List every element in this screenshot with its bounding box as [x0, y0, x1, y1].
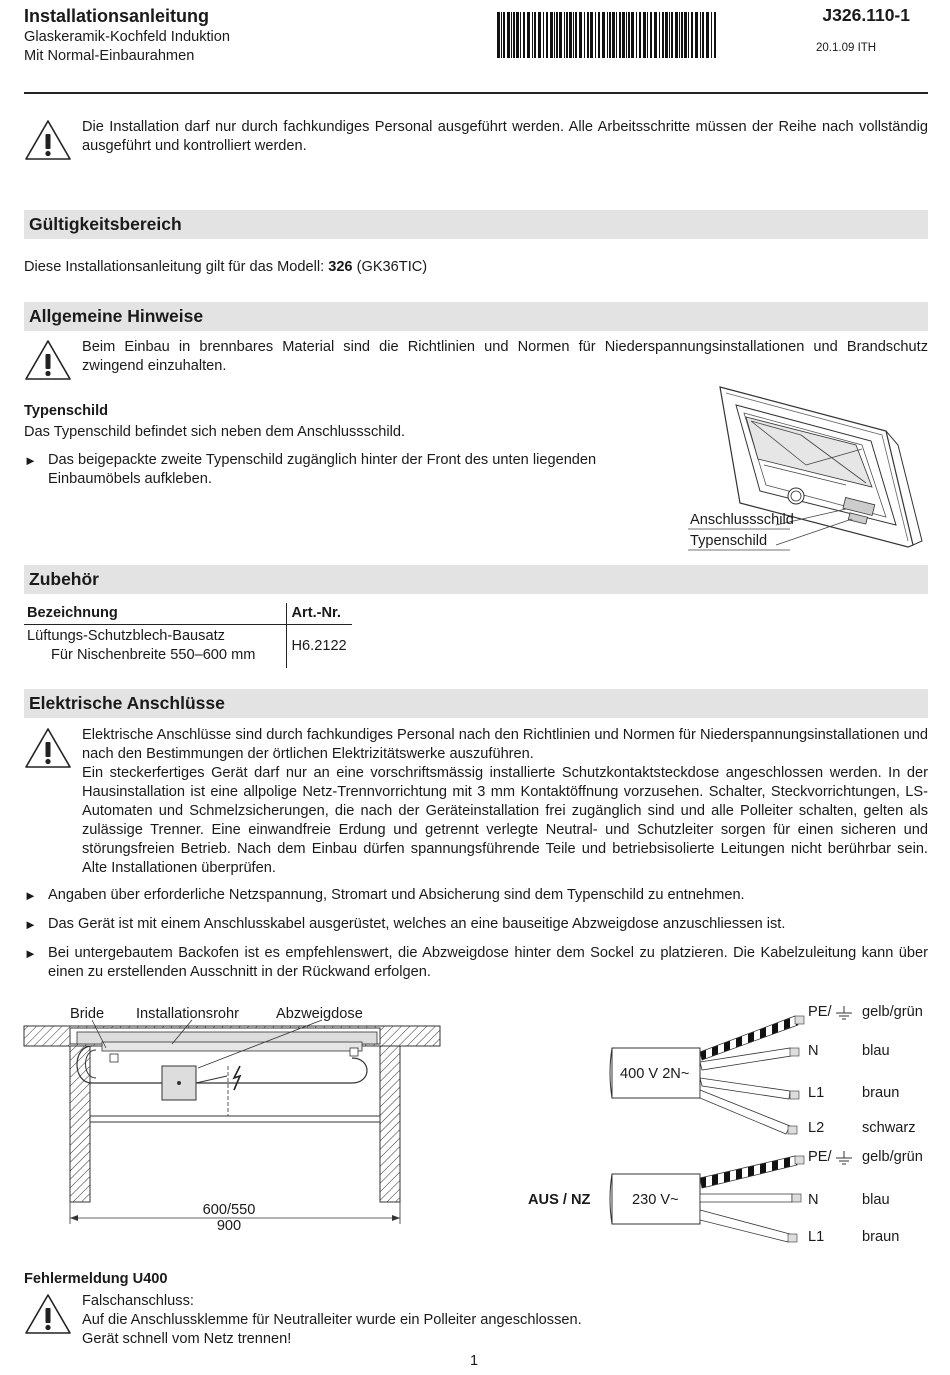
- bullet-arrow-icon: ►: [24, 888, 37, 903]
- page-number: 1: [470, 1353, 479, 1369]
- terminal-label: L2: [808, 1120, 825, 1136]
- ground-icon: [836, 1006, 852, 1019]
- accessory-designation-cell: [24, 624, 286, 668]
- model-number: 326: [328, 259, 353, 275]
- dimension-inner: 600/550: [202, 1202, 256, 1218]
- terminal-pe-2: PE/: [808, 1149, 832, 1165]
- column-header-designation: Bezeichnung: [24, 603, 286, 624]
- document-subtitle-2: Mit Normal-Einbaurahmen: [24, 48, 195, 64]
- terminal-label: L1: [808, 1085, 825, 1101]
- electrical-warning-text: Elektrische Anschlüsse sind durch fachkundiges Personal nach den Richtlinien und Normen für Niederspannungsinstallationen und nach den Bestimmungen der örtlichen Elektrizitätswerke auszuführen. Ein steckerfertiges Gerät darf nur an eine vorschriftsmässig installierte Schutzkontaktsteckdose angeschlossen werden. In der Hausinstallation ist eine allpolige Netz-Trennvorrichtung mit 3 mm Kontaktöffnung vorzusehen. Schalter, Steckvorrichtungen, LS-Automaten und Schmelzsicherungen, die nach der Geräteinstallation frei zugänglich sind und alle Polleiter schalten, gelten als zulässige Trenner. Eine einwandfreie Erdung und getrennt verlegte Neutral- und Schutzleiter sorgen für einen sicheren und störungsfreien Betrieb. Nach dem Einbau dürfen spannungsführende Teile und betriebsisolierte Leitungen nicht berührbar sein. Alte Installationen überprüfen.: [82, 727, 928, 876]
- error-line: Gerät schnell vom Netz trennen!: [82, 1331, 292, 1347]
- accessory-article-number: H6.2122: [286, 624, 352, 668]
- document-title: Installationsanleitung: [24, 6, 210, 26]
- label-junction-box: Abzweigdose: [276, 1006, 363, 1022]
- general-warning-text: Beim Einbau in brennbares Material sind die Richtlinien und Normen für Niederspannungsinstallationen und Brandschutz zwingend einzuhalten.: [82, 339, 928, 374]
- section-heading-general: Allgemeine Hinweise: [24, 302, 928, 331]
- warning-icon: [24, 726, 72, 770]
- section-heading-accessories: Zubehör: [24, 565, 928, 594]
- wire-color-label: braun: [862, 1085, 900, 1101]
- accessory-name: Lüftungs-Schutzblech-Bausatz: [27, 627, 225, 644]
- typeplate-text: Das Typenschild befindet sich neben dem Anschlussschild.: [24, 424, 406, 440]
- typeplate-heading: Typenschild: [24, 403, 109, 419]
- terminal-label: L1: [808, 1229, 825, 1245]
- table-row: [24, 624, 352, 668]
- cable1-voltage: 400 V 2N~: [620, 1066, 690, 1082]
- figure-label-type-plate: Typenschild: [690, 533, 768, 549]
- error-line: Falschanschluss:: [82, 1293, 194, 1309]
- wire-color-label: braun: [862, 1229, 900, 1245]
- bullet-arrow-icon: ►: [24, 453, 37, 468]
- label-bride: Bride: [70, 1006, 105, 1022]
- section-heading-electrical: Elektrische Anschlüsse: [24, 689, 928, 718]
- scope-text: Diese Installationsanleitung gilt für das Modell: 326 (GK36TIC): [24, 259, 428, 275]
- wire-color-label: blau: [862, 1192, 890, 1208]
- table-header-row: [24, 603, 352, 624]
- wire-color-label: schwarz: [862, 1120, 916, 1136]
- accessory-detail: Für Nischenbreite 550–600 mm: [51, 646, 256, 663]
- region-label: AUS / NZ: [528, 1192, 591, 1208]
- intro-warning-text: Die Installation darf nur durch fachkundiges Personal ausgeführt werden. Alle Arbeitsschritte müssen der Reihe nach vollständig ausgeführt und kontrolliert werden.: [82, 119, 928, 154]
- wire-color-label: blau: [862, 1043, 890, 1059]
- dimension-outer: 900: [216, 1218, 242, 1234]
- terminal-pe-1: PE/: [808, 1004, 832, 1020]
- cable-400v: [700, 1016, 798, 1134]
- column-header-article-number: Art.-Nr.: [286, 603, 352, 624]
- header-divider: [24, 92, 928, 94]
- terminal-label: N: [808, 1043, 819, 1059]
- document-date: 20.1.09 ITH: [816, 42, 877, 54]
- cable2-voltage: 230 V~: [632, 1192, 679, 1208]
- terminal-label: N: [808, 1192, 819, 1208]
- wire-color-pe-2: gelb/grün: [862, 1149, 923, 1165]
- label-installation-pipe: Installationsrohr: [136, 1006, 240, 1022]
- wire-color-pe-1: gelb/grün: [862, 1004, 923, 1020]
- document-number: J326.110-1: [822, 5, 910, 25]
- error-heading: Fehlermeldung U400: [24, 1271, 168, 1287]
- bullet-arrow-icon: ►: [24, 917, 37, 932]
- figure-label-connection-plate: Anschlussschild: [690, 512, 794, 528]
- section-heading-scope: Gültigkeitsbereich: [24, 210, 928, 239]
- document-subtitle: Glaskeramik-Kochfeld Induktion: [24, 29, 231, 45]
- error-line: Auf die Anschlussklemme für Neutralleiter wurde ein Polleiter angeschlossen.: [82, 1312, 582, 1328]
- installation-diagram: [22, 998, 442, 1238]
- warning-icon: [24, 338, 72, 382]
- warning-icon: [24, 1292, 72, 1336]
- accessories-table: [24, 603, 352, 668]
- warning-icon: [24, 118, 72, 162]
- cable-230v: [700, 1156, 797, 1242]
- wiring-diagram: [520, 998, 930, 1248]
- bullet-arrow-icon: ►: [24, 946, 37, 961]
- ground-icon: [836, 1151, 852, 1164]
- barcode: [497, 12, 719, 58]
